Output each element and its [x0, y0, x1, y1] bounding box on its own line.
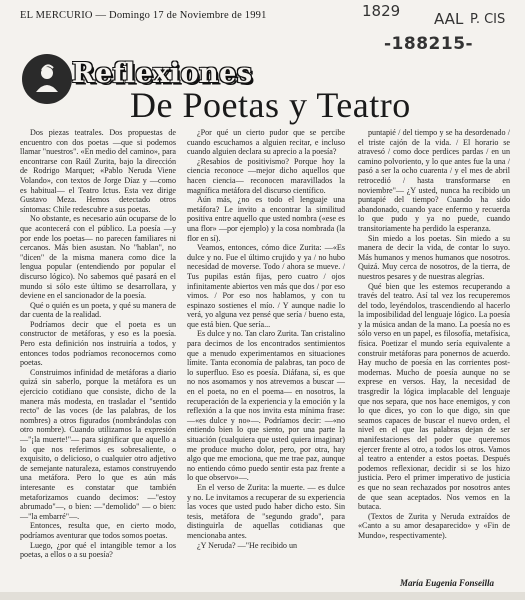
paragraph: ¿Resabios de positivismo? Porque hoy la ciencia reconoce —mejor dicho aquellos que hacen ciencia— reconocen maravillados la magnífica metáfora del discurso científico.	[187, 156, 345, 195]
article-column-3	[358, 128, 510, 541]
article-column-2	[187, 128, 345, 550]
paragraph: ¿Y Neruda? —"He recibido un	[197, 540, 298, 550]
author-signature: María Eugenia Fonseilla	[400, 578, 495, 588]
paragraph: ¿Por qué un cierto pudor que se percibe cuando escuchamos a alguien recitar, e incluso cuando alguien declara su aprecio a la poesía?	[187, 128, 345, 157]
article-column-1	[20, 128, 176, 560]
paragraph: Aún más, ¿no es todo el lenguaje una metáfora? Le invito a encontrar la similitud positiva entre aquello que usted nombra («ese es una flor» —por ejemplo) y la cosa nombrada (la flor en sí).	[187, 195, 345, 243]
handwritten-ref: -188215-	[384, 34, 474, 54]
handwritten-number: 1829	[362, 2, 401, 20]
paragraph: Qué bien que les estemos recuperando a través del teatro. Así tal vez los recuperemos del todo, leyéndolos, trascendiendo al hacerlo la imposibilidad del lenguaje lógico. La poesía y la música andan de la mano. La poesía no es sólo verso en un papel, es filosofía, metafísica, física. Poetizar el mundo sería equivalente a construir metáforas para ponernos de acuerdo. Hay mucho de poesía en las corrientes post-modernas. Mucho de poesía aunque no se exprese en versos. Hay, la necesidad de trasgredir la lógica implacable del lenguaje que nos separa, que nos hace enemigos, y con lo que dices, yo con lo que digo, sin que seamos capaces de buscar el nuevo orden, el nivel en el que las palabras dejan de ser manifestaciones del poder que queremos ejercer frente al otro, a todos los otros. Vamos al teatro a entender a estos poetas. Después podemos reflexionar, decidir si se los hizo justicia. Pero el primer imperativo de justicia es que no sean rechazados por nosotros antes de que sean aceptados. Nos vemos en la butaca.	[358, 281, 510, 512]
section-title: Reflexiones	[72, 58, 253, 89]
paragraph: En el verso de Zurita: la muerte. — es dulce y no. Le invitamos a recuperar de su experiencia las voces que usted pudo haber dicho esto. Sin tesis, metáfora de "segundo grado", para distinguirla de aquellas cotidianas que mencionaba antes.	[187, 482, 345, 540]
masthead: EL MERCURIO — Domingo 17 de Noviembre de 1991	[20, 10, 267, 21]
paragraph: Luego, ¿por qué el intangible temor a los poetas, a ellos o a su poesía?	[20, 540, 176, 560]
paragraph: Construimos infinidad de metáforas a diario quizá sin saberlo, porque la metáfora es un ejercicio cotidiano que consiste, dicho de la manera más modesta, en trasladar el "sentido recto" de las voces (de las palabras, de los nombres) a otros figurados (nombrándolas con otro nombre). Cuando utilizamos la expresión —"¡la muerte!"— para significar que aquello a lo que nos referimos es sobresaliente, o exquisito, o delicioso, o cualquier otro adjetivo de semejante naturaleza, estamos construyendo una metáfora. Pero lo que es aún más interesante es constatar que también metaforizamos cuando decimos: —"estoy abrumado"—, o bien: —"demolido" — o bien: —"la embarré"—.	[20, 367, 176, 521]
headline: De Poetas y Teatro	[130, 85, 411, 125]
paragraph: Veamos, entonces, cómo dice Zurita: —«Es dulce y no. Fue el último crujido y ya / no hubo necesidad de moverse. Todo / ahora se mueve. / Tus pupilas están fijas, pero cuatro / ojos infinitamente abiertos ven más que dos / por eso vimos. / Por eso nos hablamos, y con tu espinazo sostienes el mío. / Y aunque nadie lo verá, yo alguna vez pensé que sería / bueno esta, que está bien. Que sería...	[187, 243, 345, 329]
page-bottom-edge	[0, 592, 525, 600]
handwritten-code: P. CIS	[470, 12, 506, 27]
handwritten-initials: AAL	[434, 10, 464, 28]
section-logo-icon	[22, 54, 72, 104]
paragraph: (Textos de Zurita y Neruda extraídos de «Canto a su amor desaparecido» y «Fin de Mundo», respectivamente).	[358, 511, 510, 540]
paragraph: Entonces, resulta que, en cierto modo, podríamos aventurar que todos somos poetas.	[20, 521, 176, 540]
paragraph: Podríamos decir que el poeta es un constructor de metáforas, y eso es la poesía. Pero esta definición nos instruiría a todos, y entonces todos podríamos reconocernos como poetas.	[20, 319, 176, 368]
paragraph: Sin miedo a los poetas. Sin miedo a su manera de decir la vida, de contar lo suyo. Más humanos y menos humanos que nosotros. Quizá. Muy cerca de nosotros, de la tierra, de nuestros pesares y de nuestras alegrías.	[358, 233, 510, 281]
paragraph: Qué o quién es un poeta, y qué su manera de dar cuenta de la realidad.	[20, 300, 176, 320]
paragraph: No obstante, es necesario aún ocuparse de lo que acontecerá con el público. La poesía —y por ende los poetas— no parecen familiares ni cercanos. Más bien asustan. No "hablan", no "dicen" de la misma manera como dice la lengua popular (entendiendo por popular el discurso lógico). No sabemos qué pasará en el mundo si sólo este último se desarrollara, y deviene en el sancionador de la poesía.	[20, 214, 176, 301]
paragraph: puntapié / del tiempo y se ha desordenado / el triste cajón de la vida. / El horario se atravesó / como doce perdices pardas / en un camino polvoriento, y lo que antes fue la una / pasó a ser la ocho cuarenta / y el mes de abril retrocedió / hasta transformarse en noviembre"— ¿Y usted, nunca ha recibido un puntapié del tiempo? Cuando ha sido abandonado, cuando yace enfermo y recuerda lo que pudo y ya no puede, cuando transitoriamente ha perdido la esperanza.	[358, 128, 510, 233]
paragraph: Dos piezas teatrales. Dos propuestas de encuentro con dos poetas —que si podemos llamar "nuestros". «En medio del camino», para encontrarse con Raúl Zurita, bajo la dirección de Rodrigo Marquet; «Pablo Neruda Viene Volando», con textos de Jorge Díaz y —como es habitual— el Teatro Ictus. Esta vez dirige Gustavo Meza. Hemos detectado otros síntomas: Chile redescubre a sus poetas.	[20, 128, 176, 214]
paragraph: Es dulce y no. Tan claro Zurita. Tan cristalino para decirnos de los encontrados sentimientos que a menudo experimentamos en situaciones límite. Tanta economía de palabras, tan poco de lo superfluo. Eso es poesía. Diáfana, sí, es que no nos asomamos y nos atrevemos a buscar —en el poeta, no en el poema— en nosotros, la recuperación de la experiencia y la emoción y la reflexión a la que nos invita esta mínima frase: —«es dulce y no»—. Podríamos decir: —«no entiendo bien lo que siento, por una parte la situación (cualquiera que usted quiera imaginar) me produce mucho dolor, pero, por otra, hay algo que me emociona, que me trae paz, aunque no entiendo cómo puedo sentir esta paz frente a lo que observo»—.	[187, 329, 345, 483]
